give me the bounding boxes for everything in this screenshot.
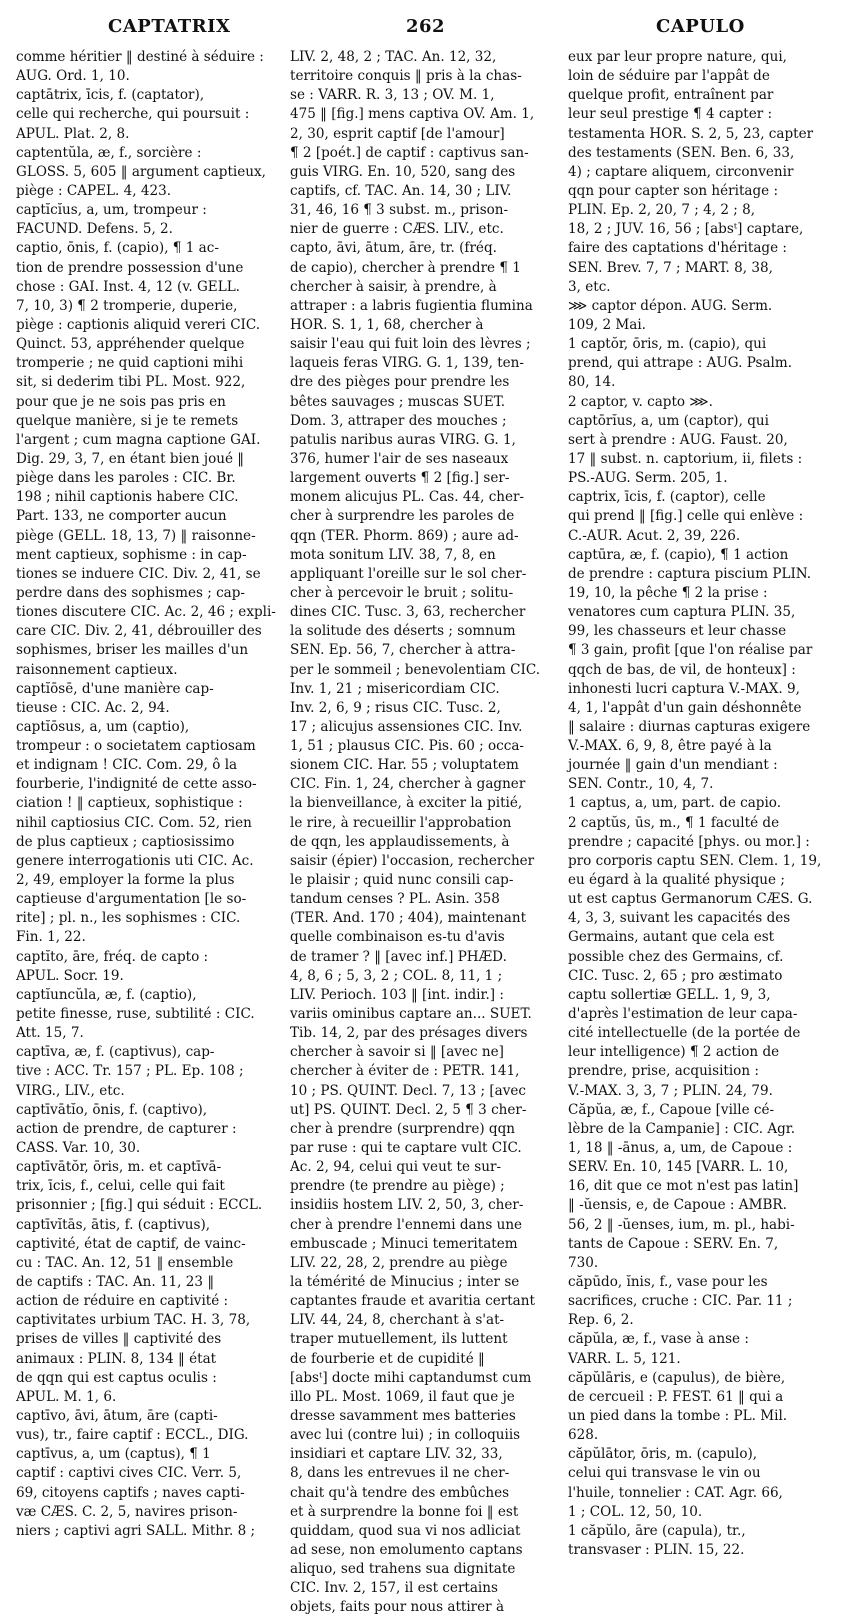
text-line: captīvātĭo, ōnis, f. (captivo), — [16, 1101, 208, 1118]
text-line: captĭōsus, a, um (captio), — [16, 718, 190, 735]
text-line: piège dans les paroles : CIC. Br. — [16, 470, 236, 487]
running-header — [18, 8, 836, 42]
text-line: capto, āvi, ātum, āre, tr. (fréq. — [290, 240, 497, 257]
text-line: Dig. 29, 3, 7, en étant bien joué ‖ — [16, 450, 245, 467]
text-line: raisonnement captieux. — [16, 661, 178, 678]
text-line: de tramer ? ‖ [avec inf.] PHÆD. — [290, 948, 507, 965]
text-line: CASS. Var. 10, 30. — [16, 1140, 141, 1157]
text-line: LIV. 44, 24, 8, cherchant à s'at- — [290, 1312, 505, 1329]
text-line: de qqn, les applaudissements, à — [290, 833, 510, 850]
text-line: prendre (te prendre au piège) ; — [290, 1178, 505, 1195]
text-line: 1 căpŭlo, āre (capula), tr., — [568, 1522, 746, 1539]
text-line: captu sollertiæ GELL. 1, 9, 3, — [568, 986, 771, 1003]
text-line: captieuse d'argumentation [le so- — [16, 891, 247, 908]
column-middle — [290, 48, 558, 1616]
text-line: SERV. En. 10, 145 [VARR. L. 10, — [568, 1159, 789, 1176]
text-line: sit, si dederim tibi PL. Most. 922, — [16, 374, 246, 391]
text-line: la témérité de Minucius ; inter se — [290, 1274, 520, 1290]
text-line: Part. 133, ne comporter aucun — [16, 508, 227, 525]
text-line: celle qui recherche, qui poursuit : — [16, 106, 250, 123]
text-line: [absᵗ] docte mihi captandumst cum — [290, 1369, 532, 1386]
text-line: captĭto, āre, fréq. de capto : — [16, 948, 209, 965]
text-line: aliquo, sed trahens sua dignitate — [290, 1561, 516, 1578]
text-line: qqn (TER. Phorm. 869) ; aure ad- — [290, 527, 519, 544]
text-line: 1 captŏr, ōris, m. (capio), qui — [568, 336, 767, 353]
text-line: 376, humer l'air de ses naseaux — [290, 450, 509, 467]
text-line: căpŭla, æ, f., vase à anse : — [568, 1331, 749, 1348]
text-line: ¶ 3 gain, profit [que l'on réalise par — [568, 642, 813, 659]
text-line: tion de prendre possession d'une — [16, 259, 244, 276]
text-line: qqch de bas, de vil, de honteux] : — [568, 661, 796, 678]
text-line: ‖ salaire : diurnas capturas exigere — [568, 718, 811, 735]
text-line: le plaisir ; quid nunc consili cap- — [290, 872, 514, 889]
text-line: de plus captieux ; captiosissimo — [16, 833, 235, 850]
text-line: CIC. Tusc. 2, 65 ; pro æstimato — [568, 967, 783, 984]
text-line: 10 ; PS. QUINT. Decl. 7, 13 ; [avec — [290, 1082, 526, 1099]
text-line: niers ; captivi agri SALL. Mithr. 8 ; — [16, 1522, 256, 1539]
text-line: faire des captations d'héritage : — [568, 240, 787, 257]
text-line: la bienveillance, à exciter la pitié, — [290, 795, 523, 812]
text-line: 80, 14. — [568, 374, 616, 391]
text-line: cher à percevoir le bruit ; solitu- — [290, 584, 514, 601]
text-line: chercher à savoir si ‖ [avec ne] — [290, 1044, 504, 1061]
text-line: PS.-AUG. Serm. 205, 1. — [568, 470, 728, 487]
text-line: loin de séduire par l'appât de — [568, 68, 770, 85]
text-line: Ac. 2, 94, celui qui veut te sur- — [290, 1159, 502, 1176]
text-line: objets, faits pour nous attirer à — [290, 1599, 505, 1616]
text-line: cu : TAC. An. 12, 51 ‖ ensemble — [16, 1254, 234, 1271]
text-line: CIC. Fin. 1, 24, chercher à gagner — [290, 776, 526, 793]
text-line: VIRG., LIV., etc. — [16, 1082, 125, 1099]
text-line: qqn pour capter son héritage : — [568, 182, 779, 199]
text-line: patulis naribus auras VIRG. G. 1, — [290, 431, 516, 448]
text-line: captentŭla, æ, f., sorcière : — [16, 144, 202, 161]
text-line: (TER. And. 170 ; 404), maintenant — [290, 910, 527, 927]
text-line: tieuse : CIC. Ac. 2, 94. — [16, 699, 170, 716]
header-left-headword: CAPTATRIX — [108, 16, 231, 37]
text-line: VARR. L. 5, 121. — [568, 1350, 681, 1367]
text-line: PLIN. Ep. 2, 20, 7 ; 4, 2 ; 8, — [568, 202, 756, 219]
text-line: captĭuncŭla, æ, f. (captio), — [16, 986, 197, 1003]
text-line: saisir l'eau qui fuit loin des lèvres ; — [290, 336, 531, 353]
text-line: et à surprendre la bonne foi ‖ est — [290, 1503, 519, 1520]
text-line: 2 captŭs, ūs, m., ¶ 1 faculté de — [568, 814, 780, 831]
text-line: 3, etc. — [568, 278, 611, 295]
text-line: 1, 51 ; plausus CIC. Pis. 60 ; occa- — [290, 738, 525, 755]
text-line: action de prendre, de capturer : — [16, 1120, 237, 1137]
text-line: perdre dans des sophismes ; cap- — [16, 584, 246, 601]
text-line: ment captieux, sophisme : in cap- — [16, 546, 247, 563]
text-line: ut] PS. QUINT. Decl. 2, 5 ¶ 3 cher- — [290, 1101, 527, 1118]
text-line: căpŭlāris, e (capulus), de bière, — [568, 1369, 786, 1386]
text-line: 2, 30, esprit captif [de l'amour] — [290, 125, 505, 142]
text-line: væ CÆS. C. 2, 5, navires prison- — [16, 1503, 238, 1520]
text-line: l'huile, tonnelier : CAT. Agr. 66, — [568, 1484, 783, 1501]
text-line: de prendre : captura piscium PLIN. — [568, 565, 812, 582]
text-line: C.-AUR. Acut. 2, 39, 226. — [568, 527, 741, 544]
column-left — [16, 48, 284, 1539]
text-line: AUG. Ord. 1, 10. — [16, 68, 130, 85]
text-line: 1 ; COL. 12, 50, 10. — [568, 1503, 703, 1520]
text-line: captantes fraude et avaritia certant — [290, 1293, 535, 1310]
text-line: Quinct. 53, appréhender quelque — [16, 336, 245, 353]
text-line: prendre, prise, acquisition : — [568, 1063, 759, 1080]
text-line: 17 ; alicujus assensiones CIC. Inv. — [290, 718, 523, 735]
text-line: captīvātŏr, ōris, m. et captīvā- — [16, 1159, 222, 1176]
text-line: tiones discutere CIC. Ac. 2, 46 ; expli- — [16, 604, 276, 621]
text-line: 16, dit que ce mot n'est pas latin] — [568, 1178, 799, 1195]
text-line: Căpŭa, æ, f., Capoue [ville cé- — [568, 1101, 775, 1118]
text-line: trix, īcis, f., celui, celle qui fait — [16, 1178, 225, 1195]
text-line: chercher à éviter de : PETR. 141, — [290, 1063, 520, 1080]
text-line: APUL. Plat. 2, 8. — [16, 125, 130, 142]
text-line: d'après l'estimation de leur capa- — [568, 1006, 798, 1023]
text-line: V.-MAX. 6, 9, 8, être payé à la — [568, 738, 772, 755]
text-line: captūra, æ, f. (capio), ¶ 1 action — [568, 546, 789, 563]
text-line: possible chez des Germains, cf. — [568, 948, 784, 965]
text-line: 4) ; captare aliquem, circonvenir — [568, 163, 794, 180]
column-right — [568, 48, 836, 1558]
text-line: un pied dans la tombe : PL. Mil. — [568, 1407, 788, 1424]
text-line: căpūdo, ĭnis, f., vase pour les — [568, 1274, 768, 1290]
text-line: chercher à saisir, à prendre, à — [290, 278, 497, 295]
text-line: eux par leur propre nature, qui, — [568, 49, 787, 65]
text-line: prendre ; capacité [phys. ou mor.] : — [568, 833, 810, 850]
text-line: captĭcĭus, a, um, trompeur : — [16, 202, 207, 219]
text-line: eu égard à la qualité physique ; — [568, 872, 785, 889]
text-line: rite] ; pl. n., les sophismes : CIC. — [16, 910, 241, 927]
text-line: Inv. 2, 6, 9 ; risus CIC. Tusc. 2, — [290, 699, 501, 716]
text-line: HOR. S. 1, 1, 68, chercher à — [290, 316, 484, 333]
text-line: LIV. Perioch. 103 ‖ [int. indir.] : — [290, 986, 504, 1003]
header-right-headword: CAPULO — [656, 16, 745, 37]
text-line: insidiari et captare LIV. 32, 33, — [290, 1446, 503, 1463]
text-line: captōrĭus, a, um (captor), qui — [568, 412, 769, 429]
text-line: captifs, cf. TAC. An. 14, 30 ; LIV. — [290, 182, 512, 199]
text-line: ad sese, non emolumento captans — [290, 1541, 523, 1558]
text-line: 69, citoyens captifs ; naves capti- — [16, 1484, 245, 1501]
text-line: Inv. 1, 21 ; misericordiam CIC. — [290, 680, 500, 697]
text-line: captīvĭtās, ātis, f. (captivus), — [16, 1216, 211, 1233]
text-line: l'argent ; cum magna captione GAI. — [16, 431, 261, 448]
text-line: leur seul prestige ¶ 4 capter : — [568, 106, 773, 123]
text-line: dines CIC. Tusc. 3, 63, rechercher — [290, 604, 526, 621]
text-line: qui prend ‖ [fig.] celle qui enlève : — [568, 508, 804, 525]
text-line: piège : captionis aliquid vereri CIC. — [16, 316, 261, 333]
text-line: de qqn qui est captus oculis : — [16, 1369, 217, 1386]
text-line: le rire, à recueillir l'approbation — [290, 814, 512, 831]
text-line: action de réduire en captivité : — [16, 1293, 229, 1310]
text-line: Rep. 6, 2. — [568, 1312, 634, 1329]
text-line: cher à surprendre les paroles de — [290, 508, 515, 525]
text-line: ciation ! ‖ captieux, sophistique : — [16, 795, 243, 812]
text-line: lèbre de la Campanie] : CIC. Agr. — [568, 1120, 796, 1137]
text-line: embuscade ; Minuci temeritatem — [290, 1235, 518, 1252]
text-line: LIV. 2, 48, 2 ; TAC. An. 12, 32, — [290, 49, 497, 65]
text-line: territoire conquis ‖ pris à la chas- — [290, 68, 522, 85]
text-line: monem alicujus PL. Cas. 44, cher- — [290, 489, 525, 506]
text-line: sophismes, briser les mailles d'un — [16, 642, 249, 659]
text-line: cité intellectuelle (de la portée de — [568, 1025, 801, 1042]
text-line: insidiis hostem LIV. 2, 50, 3, cher- — [290, 1197, 524, 1214]
text-line: illo PL. Most. 1069, il faut que je — [290, 1388, 515, 1405]
text-line: 4, 1, l'appât d'un gain déshonnête — [568, 699, 802, 716]
text-line: fourberie, l'indignité de cette asso- — [16, 776, 257, 793]
text-line: laqueis feras VIRG. G. 1, 139, ten- — [290, 355, 524, 372]
text-line: captrix, īcis, f. (captor), celle — [568, 489, 766, 506]
text-line: prisonnier ; [fig.] qui séduit : ECCL. — [16, 1197, 263, 1214]
text-line: 7, 10, 3) ¶ 2 tromperie, duperie, — [16, 297, 238, 314]
text-line: 99, les chasseurs et leur chasse — [568, 623, 787, 640]
page-number: 262 — [406, 16, 446, 37]
text-line: captīvus, a, um (captus), ¶ 1 — [16, 1446, 211, 1463]
text-line: 628. — [568, 1427, 599, 1444]
text-line: captīvo, āvi, ātum, āre (capti- — [16, 1407, 218, 1424]
text-line: mota sonitum LIV. 38, 7, 8, en — [290, 546, 496, 563]
text-line: et indignam ! CIC. Com. 29, ô la — [16, 757, 238, 774]
text-line: prises de villes ‖ captivité des — [16, 1331, 222, 1348]
text-line: de cercueil : P. FEST. 61 ‖ qui a — [568, 1388, 784, 1405]
text-line: tromperie ; ne quid captioni mihi — [16, 355, 244, 372]
text-line: dresse savamment mes batteries — [290, 1407, 516, 1424]
text-line: CIC. Inv. 2, 157, il est certains — [290, 1580, 498, 1597]
text-line: celui qui transvase le vin ou — [568, 1465, 761, 1482]
text-line: 19, 10, la pêche ¶ 2 la prise : — [568, 584, 768, 601]
text-line: 1 captus, a, um, part. de capio. — [568, 795, 782, 812]
text-line: ⋙ captor dépon. AUG. Serm. — [568, 297, 773, 314]
text-line: guis VIRG. En. 10, 520, sang des — [290, 163, 516, 180]
text-line: venatores cum captura PLIN. 35, — [568, 604, 796, 621]
text-line: captātrix, īcis, f. (captator), — [16, 87, 205, 104]
text-line: comme héritier ‖ destiné à séduire : — [16, 49, 264, 65]
text-line: Dom. 3, attraper des mouches ; — [290, 412, 507, 429]
text-line: traper mutuellement, ils luttent — [290, 1331, 508, 1348]
text-line: transvaser : PLIN. 15, 22. — [568, 1541, 745, 1558]
text-line: 56, 2 ‖ -ŭenses, ium, m. pl., habi- — [568, 1216, 795, 1233]
text-line: tants de Capoue : SERV. En. 7, — [568, 1235, 779, 1252]
text-line: animaux : PLIN. 8, 134 ‖ état — [16, 1350, 217, 1367]
text-line: Fin. 1, 22. — [16, 929, 86, 946]
text-line: nihil captiosius CIC. Com. 52, rien — [16, 814, 252, 831]
text-line: chose : GAI. Inst. 4, 12 (v. GELL. — [16, 278, 240, 295]
text-line: Att. 15, 7. — [16, 1025, 84, 1042]
text-line: par ruse : qui te captare vult CIC. — [290, 1140, 522, 1157]
text-line: piège (GELL. 18, 13, 7) ‖ raisonne- — [16, 527, 256, 544]
text-line: cher à prendre l'ennemi dans une — [290, 1216, 523, 1233]
text-line: trompeur : o societatem captiosam — [16, 738, 256, 755]
text-line: saisir (épier) l'occasion, rechercher — [290, 852, 535, 869]
text-line: dre des pièges pour prendre les — [290, 374, 510, 391]
text-line: sert à prendre : AUG. Faust. 20, — [568, 431, 788, 448]
text-line: 4, 8, 6 ; 5, 3, 2 ; COL. 8, 11, 1 ; — [290, 967, 503, 984]
text-line: journée ‖ gain d'un mendiant : — [568, 757, 778, 774]
text-line: APUL. Socr. 19. — [16, 967, 124, 984]
text-line: testamenta HOR. S. 2, 5, 23, capter — [568, 125, 814, 142]
text-line: ¶ 2 [poét.] de captif : captivus san- — [290, 144, 529, 161]
text-line: ‖ -ŭensis, e, de Capoue : AMBR. — [568, 1197, 787, 1214]
text-line: care CIC. Div. 2, 41, débrouiller des — [16, 623, 262, 640]
text-line: SEN. Contr., 10, 4, 7. — [568, 776, 714, 793]
text-line: Tib. 14, 2, par des présages divers — [290, 1025, 528, 1042]
text-line: căpŭlātor, ōris, m. (capulo), — [568, 1446, 758, 1463]
text-line: tive : ACC. Tr. 157 ; PL. Ep. 108 ; — [16, 1063, 244, 1080]
text-line: 8, dans les entrevues il ne cher- — [290, 1465, 510, 1482]
text-line: V.-MAX. 3, 3, 7 ; PLIN. 24, 79. — [568, 1082, 773, 1099]
text-line: captif : captivi cives CIC. Verr. 5, — [16, 1465, 242, 1482]
text-line: GLOSS. 5, 605 ‖ argument captieux, — [16, 163, 266, 180]
text-line: avec lui (contre lui) ; in colloquiis — [290, 1427, 521, 1444]
text-line: inhonesti lucri captura V.-MAX. 9, — [568, 680, 800, 697]
text-line: APUL. M. 1, 6. — [16, 1388, 117, 1405]
text-line: cher à prendre (surprendre) qqn — [290, 1120, 516, 1137]
text-line: ut est captus Germanorum CÆS. G. — [568, 891, 813, 908]
text-line: sacrifices, cruche : CIC. Par. 11 ; — [568, 1293, 793, 1310]
text-line: de capio), chercher à prendre ¶ 1 — [290, 259, 521, 276]
text-line: 2 captor, v. capto ⋙. — [568, 393, 713, 410]
text-line: pro corporis captu SEN. Clem. 1, 19, — [568, 852, 822, 869]
text-line: 31, 46, 16 ¶ 3 subst. m., prison- — [290, 202, 509, 219]
text-line: de captifs : TAC. An. 11, 23 ‖ — [16, 1274, 215, 1290]
text-line: captio, ōnis, f. (capio), ¶ 1 ac- — [16, 240, 219, 257]
text-line: piège : CAPEL. 4, 423. — [16, 182, 172, 199]
text-line: 730. — [568, 1254, 599, 1271]
text-line: nier de guerre : CÆS. LIV., etc. — [290, 221, 504, 238]
text-line: quiddam, quod sua vi nos adliciat — [290, 1522, 521, 1539]
text-line: 4, 3, 3, suivant les capacités des — [568, 910, 791, 927]
text-line: largement ouverts ¶ 2 [fig.] ser- — [290, 470, 510, 487]
text-line: prend, qui attrape : AUG. Psalm. — [568, 355, 793, 372]
text-line: pour que je ne sois pas pris en — [16, 393, 226, 410]
text-line: 475 ‖ [fig.] mens captiva OV. Am. 1, — [290, 106, 535, 123]
text-line: bêtes sauvages ; muscas SUET. — [290, 393, 506, 410]
text-line: captivitates urbium TAC. H. 3, 78, — [16, 1312, 251, 1329]
text-line: SEN. Ep. 56, 7, chercher à attra- — [290, 642, 516, 659]
text-line: tiones se induere CIC. Div. 2, 41, se — [16, 565, 261, 582]
text-line: SEN. Brev. 7, 7 ; MART. 8, 38, — [568, 259, 773, 276]
text-line: vus), tr., faire captif : ECCL., DIG. — [16, 1427, 249, 1444]
text-line: tandum censes ? PL. Asin. 358 — [290, 891, 500, 908]
text-line: Germains, autant que cela est — [568, 929, 775, 946]
text-line: per le sommeil ; benevolentiam CIC. — [290, 661, 541, 678]
text-line: LIV. 22, 28, 2, prendre au piège — [290, 1254, 508, 1271]
text-line: la solitude des déserts ; somnum — [290, 623, 516, 640]
text-line: 2, 49, employer la forme la plus — [16, 872, 235, 889]
text-line: 17 ‖ subst. n. captorium, ii, filets : — [568, 450, 803, 467]
text-line: captīva, æ, f. (captivus), cap- — [16, 1044, 215, 1061]
text-line: 198 ; nihil captionis habere CIC. — [16, 489, 239, 506]
text-line: 18, 2 ; JUV. 16, 56 ; [absᵗ] captare, — [568, 221, 804, 238]
text-line: 1, 18 ‖ -ānus, a, um, de Capoue : — [568, 1140, 793, 1157]
text-line: appliquant l'oreille sur le sol cher- — [290, 565, 527, 582]
text-line: leur intelligence) ¶ 2 action de — [568, 1044, 780, 1061]
text-line: sionem CIC. Har. 55 ; voluptatem — [290, 757, 519, 774]
text-line: captĭōsē, d'une manière cap- — [16, 680, 214, 697]
text-line: FACUND. Defens. 5, 2. — [16, 221, 173, 238]
text-line: captivité, état de captif, de vainc- — [16, 1235, 246, 1252]
text-line: chait qu'à tendre des embûches — [290, 1484, 510, 1501]
text-line: petite finesse, ruse, subtilité : CIC. — [16, 1006, 255, 1023]
text-line: de fourberie et de cupidité ‖ — [290, 1350, 485, 1367]
text-line: quelle combinaison es-tu d'avis — [290, 929, 505, 946]
text-line: des testaments (SEN. Ben. 6, 33, — [568, 144, 795, 161]
text-line: attraper : a labris fugientia flumina — [290, 297, 533, 314]
text-line: 109, 2 Mai. — [568, 316, 646, 333]
text-line: variis ominibus captare an... SUET. — [290, 1006, 532, 1023]
text-line: se : VARR. R. 3, 13 ; OV. M. 1, — [290, 87, 495, 104]
text-line: quelque manière, si je te remets — [16, 412, 239, 429]
text-line: genere interrogationis uti CIC. Ac. — [16, 852, 254, 869]
text-line: quelque profit, entraînent par — [568, 87, 774, 104]
